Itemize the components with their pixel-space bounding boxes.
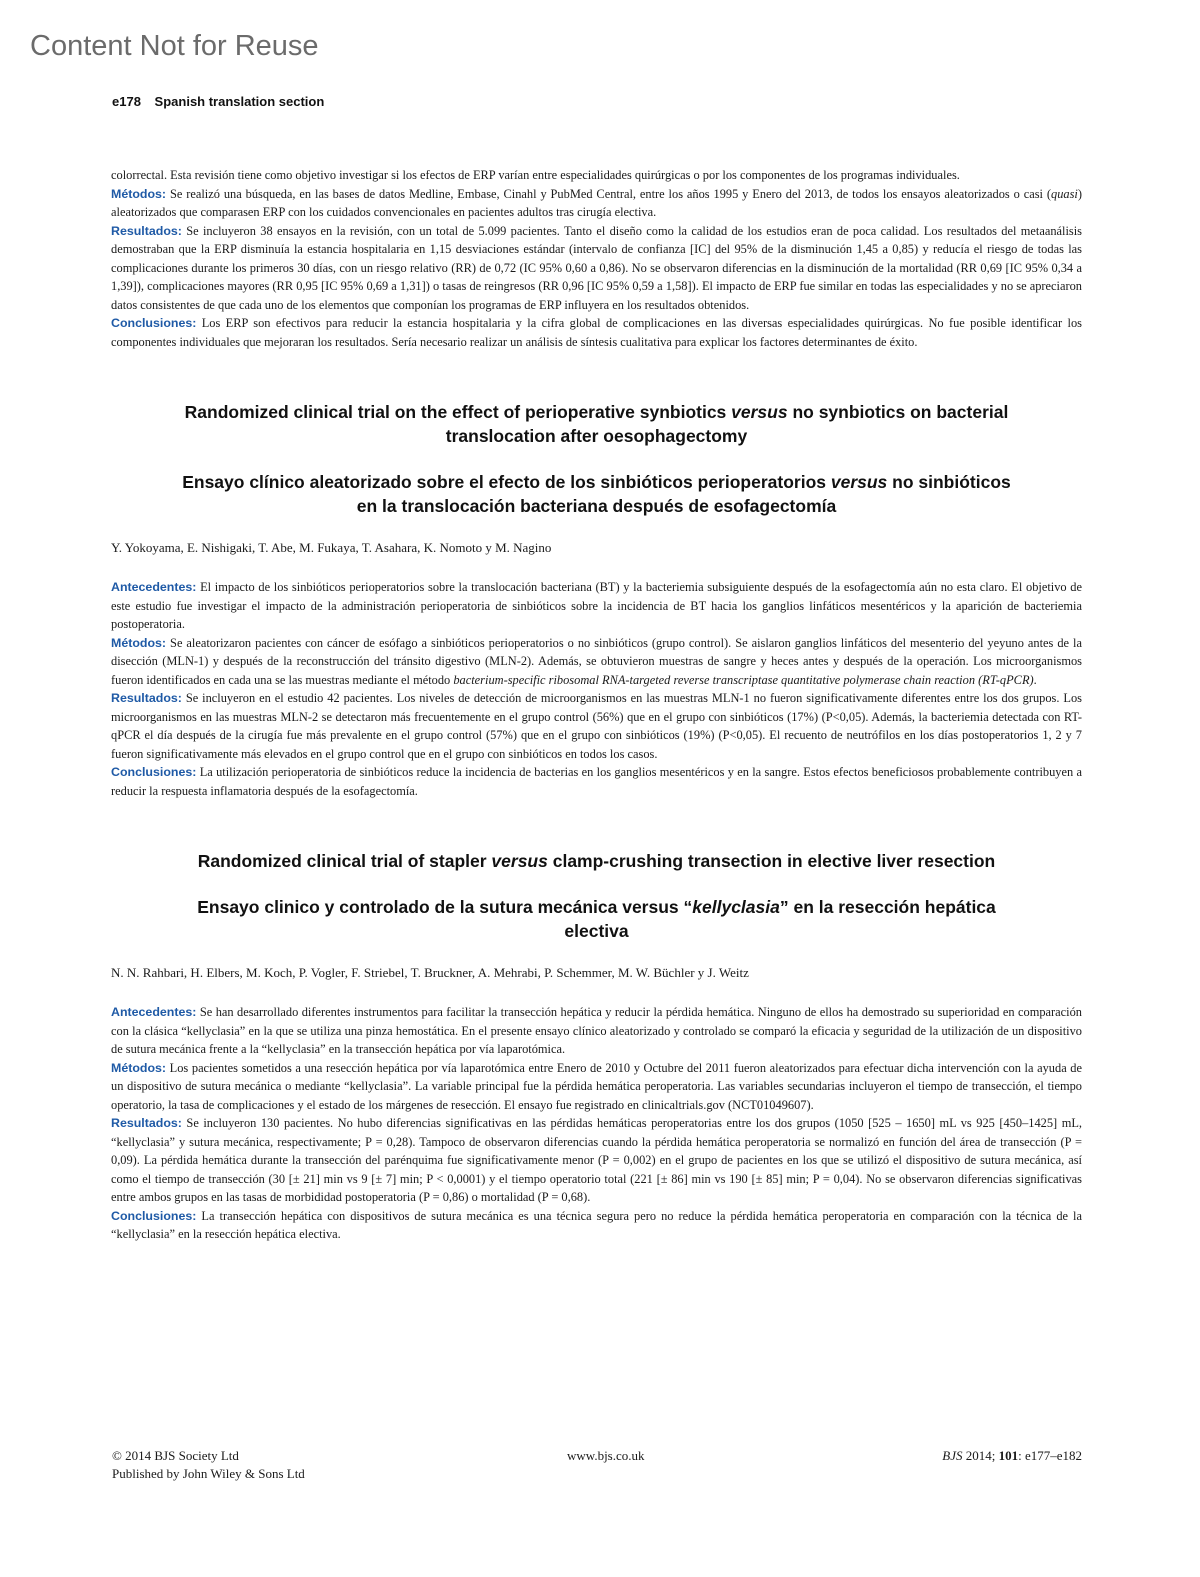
abstract-conclusiones [111,763,1082,800]
title-text-end: no sinbióticos en la translocación bacteriana después de esofagectomía [356,472,1011,516]
citation-pages: : e177–e182 [1018,1448,1082,1463]
antecedentes-text: El impacto de los sinbióticos perioperatorios sobre la translocación bacteriana (BT) y la bacteriemia subsiguiente después de la esofagectomía aún no esta claro. El objetivo de este estudio fue investigar el impacto de la administración perioperatoria de sinbióticos sobre la incidencia de BT hacia los ganglios linfáticos mesentéricos y la aparición de bacteriemia postoperatoria. [111,580,1082,631]
title-text-end: clamp-crushing transection in elective liver resection [547,851,996,871]
title-text-end: ” en la resección hepática electiva [564,897,996,941]
prev-abstract-resultados [111,222,1082,315]
page-body [111,166,1082,1244]
citation-year: 2014; [962,1448,999,1463]
citation-volume: 101 [998,1448,1019,1463]
metodos-text: Los pacientes sometidos a una resección hepática por vía laparotómica entre Enero de 2010 y Octubre del 2011 fueron aleatorizados para efectuar dicha intervención con la ayuda de un dispositivo de sutura mecánica o mediante “kellyclasia”. La variable principal fue la pérdida hemática peroperatoria. Las variables secundarias incluyeron el tiempo de transección, el tiempo operatorio, la tasa de complicaciones y el estado de los márgenes de resección. El ensayo fue registrado en clinicaltrials.gov (NCT01049607). [111,1060,1082,1112]
article-authors: Y. Yokoyama, E. Nishigaki, T. Abe, M. Fukaya, T. Asahara, K. Nomoto y M. Nagino [111,540,552,555]
abstract-resultados [111,1114,1082,1207]
title-text: Randomized clinical trial on the effect of perioperative synbiotics [184,402,732,422]
journal-url-link[interactable]: www.bjs.co.uk [567,1448,645,1463]
title-text: Ensayo clínico aleatorizado sobre el efecto de los sinbióticos perioperatorios [182,472,831,492]
section-name: Spanish translation section [154,94,325,109]
article-title-english [171,400,1022,448]
prev-abstract-metodos [111,185,1082,222]
conclusiones-label: Conclusiones: [111,765,197,779]
antecedentes-text: Se han desarrollado diferentes instrumentos para facilitar la transección hepática y reducir la pérdida hemática. Ninguno de ellos ha demostrado su superioridad en comparación con la clásica “kellyclasia” en la que se utiliza una pinza hemostática. En el presente ensayo clínico aleatorizado y controlado se comparó la eficacia y seguridad de la utilización de un dispositivo de sutura mecánica frente a la “kellyclasia” en la transección hepática por vía laparotómica. [111,1005,1082,1056]
metodos-label: Métodos: [111,186,167,201]
resultados-text: Se incluyeron 130 pacientes. No hubo diferencias significativas en las pérdidas hemáticas peroperatorias entre los dos grupos (1050 [525 – 1650] mL vs 925 [450–1425] mL, “kellyclasia” y sutura mecánica, respectivamente; P = 0,28). Tampoco de observaron diferencias cuando la pérdida hemática peroperatoria se normalizó en función del área de transección (P = 0,09). La pérdida hemática durante la transección del parénquima fue significativamente menor (P = 0,002) en el grupo de pacientes en los que se utilizó el dispositivo de sutura mecánica, así como el tiempo de transección (30 [± 21] min vs 9 [± 7] min; P < 0,0001) y el tiempo operatorio total (221 [± 86] min vs 190 [± 85] min; P = 0,04). No se observaron diferencias significativas entre ambos grupos en las tasas de morbididad postoperatoria (P = 0,86) o mortalidad (P = 0,68). [111,1116,1082,1204]
resultados-label: Resultados: [111,691,182,705]
abstract-metodos [111,634,1082,690]
abstract-conclusiones [111,1207,1082,1244]
title-text: Randomized clinical trial of stapler [197,851,492,871]
title-text-end: no synbiotics on bacterial translocation after oesophagectomy [445,402,1009,446]
title-italic: kellyclasia [692,897,780,917]
watermark: Content Not for Reuse [30,30,319,62]
title-italic: versus [491,851,548,871]
abstract-antecedentes [111,1003,1082,1059]
article-synbiotics [111,400,1082,800]
article-title-english [171,849,1022,873]
antecedentes-label: Antecedentes: [111,580,197,594]
prev-abstract-intro: colorrectal. Esta revisión tiene como objetivo investigar si los efectos de ERP varían entre especialidades quirúrgicas o por los componentes de los programas individuales. [111,168,960,182]
metodos-text-end: . [1033,672,1037,687]
copyright: © 2014 BJS Society Ltd [112,1448,239,1463]
metodos-label: Métodos: [111,1060,167,1075]
article-title-spanish [171,470,1022,518]
article-title-spanish [171,895,1022,943]
metodos-italic: quasi [1051,186,1078,201]
conclusiones-text: La utilización perioperatoria de sinbióticos reduce la incidencia de bacterias en los ganglios mesentéricos y en la sangre. Estos efectos beneficiosos probablemente contribuyen a reducir la respuesta inflamatoria después de la esofagectomía. [111,765,1082,798]
conclusiones-label: Conclusiones: [111,316,197,330]
conclusiones-label: Conclusiones: [111,1208,197,1223]
metodos-label: Métodos: [111,635,167,650]
metodos-italic: bacterium-specific ribosomal RNA-targeted reverse transcriptase quantitative polymerase chain reaction (RT-qPCR) [453,672,1034,687]
resultados-label: Resultados: [111,223,182,238]
footer-copyright-block [112,1447,305,1483]
title-italic: versus [731,402,788,422]
abstract-metodos [111,1059,1082,1115]
resultados-label: Resultados: [111,1116,182,1130]
article-stapler [111,849,1082,1244]
resultados-text: Se incluyeron en el estudio 42 pacientes. Los niveles de detección de microorganismos en las muestras MLN-1 no fueron significativamente diferentes entre los dos grupos. Los microorganismos en las muestras MLN-2 se detectaron más frecuentemente en el grupo control (56%) que en el grupo con sinbióticos (17%) (P<0,05). Además, la bacteriemia detectada con RT-qPCR el día después de la cirugía fue más prevalente en el grupo control (57%) que en el grupo con sinbióticos (19%) (P<0,05). El recuento de neutrófilos en los días postoperatorios 1, 2 y 7 fueron significativamente más elevados en el grupo control que en el grupo con sinbióticos en todos los casos. [111,691,1082,761]
title-italic: versus [830,472,888,492]
abstract-antecedentes [111,578,1082,634]
journal-name: BJS [942,1448,963,1463]
conclusiones-text: Los ERP son efectivos para reducir la estancia hospitalaria y la cifra global de complicaciones en las diversas especialidades quirúrgicas. No fue posible identificar los componentes individuales que mejoraran los resultados. Sería necesario realizar un análisis de síntesis cualitativa para explicar los factores determinantes de éxito. [111,316,1082,349]
citation [942,1447,1082,1465]
title-text: Ensayo clinico y controlado de la sutura mecánica versus “ [197,897,693,917]
publisher: Published by John Wiley & Sons Ltd [112,1466,305,1481]
abstract-resultados [111,689,1082,763]
prev-abstract [111,166,1082,351]
resultados-text: Se incluyeron 38 ensayos en la revisión, con un total de 5.099 pacientes. Tanto el diseño como la calidad de los estudios eran de poca calidad. Los resultados del metaanálisis demostraban que la ERP disminuía la estancia hospitalaria en 1,15 desviaciones estándar (intervalo de confianza [IC] del 95% de la disminución 1,45 a 0,85) y reducía el riesgo de todas las complicaciones durante los primeros 30 días, con un riesgo relativo (RR) de 0,72 (IC 95% 0,60 a 0,86). No se observaron diferencias en la disminución de la mortalidad (RR 0,69 [IC 95% 0,34 a 1,39]), complicaciones mayores (RR 0,95 [IC 95% 0,69 a 1,31]) o tasas de reingresos (RR 0,96 [IC 95% 0,59 a 1,58]). El impacto de ERP fue similar en todas las especialidades y no se apreciaron datos consistentes de que cada uno de los elementos que componían los programas de ERP influyera en los resultados obtenidos. [111,223,1082,312]
page-number: e178 [112,94,141,109]
running-head [112,94,324,109]
article-authors: N. N. Rahbari, H. Elbers, M. Koch, P. Vogler, F. Striebel, T. Bruckner, A. Mehrabi, P. Schemmer, M. W. Büchler y J. Weitz [111,965,749,980]
metodos-text: Se aleatorizaron pacientes con cáncer de esófago a sinbióticos perioperatorios o no sinbióticos (grupo control). Se aislaron ganglios linfáticos del mesenterio del yeyuno antes de la disección (MLN-1) y después de la reconstrucción del tránsito digestivo (MLN-2). Además, se obtuvieron muestras de sangre y heces antes y después de la operación. Los microorganismos fueron identificados en cada una se las muestras mediante el método [111,635,1082,687]
metodos-text: Se realizó una búsqueda, en las bases de datos Medline, Embase, Cinahl y PubMed Central, entre los años 1995 y Enero del 2013, de todos los ensayos aleatorizados o casi ( [166,186,1051,201]
prev-abstract-conclusiones [111,314,1082,351]
metodos-text-end: ) aleatorizados que comparasen ERP con los cuidados convencionales en pacientes adultos tras cirugía electiva. [111,186,1082,219]
antecedentes-label: Antecedentes: [111,1005,197,1019]
conclusiones-text: La transección hepática con dispositivos de sutura mecánica es una técnica segura pero no reduce la pérdida hemática peroperatoria en comparación con la técnica de la “kellyclasia” en la resección hepática electiva. [111,1208,1082,1241]
